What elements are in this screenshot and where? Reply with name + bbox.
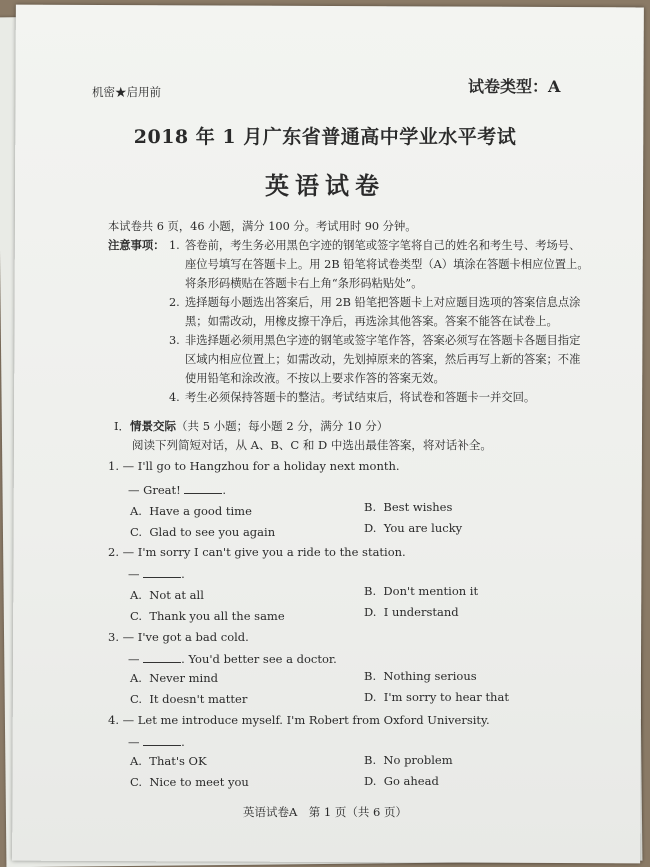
- option-letter: D.: [364, 605, 377, 619]
- notice-item: [169, 331, 589, 388]
- option-text: No problem: [383, 753, 453, 767]
- confidential-label: 机密★启用前: [92, 85, 161, 99]
- option-letter: B.: [364, 584, 377, 598]
- section-title: 情景交际: [130, 419, 177, 433]
- exam-subtitle: 英语试卷: [265, 171, 385, 200]
- option-letter: B.: [364, 753, 377, 767]
- option-text: I'm sorry to hear that: [383, 690, 509, 704]
- question-1-response: [128, 481, 226, 499]
- option-letter: D.: [364, 690, 377, 704]
- option-c[interactable]: [130, 775, 249, 789]
- response-prefix: —: [128, 735, 140, 749]
- section-number: Ⅰ．: [114, 419, 131, 433]
- section-heading: [114, 418, 388, 434]
- exam-title: 2018 年 1 月广东省普通高中学业水平考试: [133, 126, 517, 148]
- question-number: 2.: [108, 545, 119, 559]
- exam-intro: 本试卷共 6 页，46 小题，满分 100 分。考试用时 90 分钟。: [108, 220, 417, 233]
- notice-list: [169, 236, 589, 407]
- option-d[interactable]: [364, 521, 462, 535]
- response-suffix: .: [222, 483, 227, 497]
- page-footer: 英语试卷A 第 1 页（共 6 页）: [242, 805, 408, 819]
- response-prefix: — Great!: [128, 483, 181, 497]
- option-a[interactable]: [130, 588, 204, 602]
- option-c[interactable]: [130, 525, 275, 539]
- question-4-response: [128, 733, 185, 751]
- question-prompt: — I've got a bad cold.: [122, 630, 249, 644]
- option-d[interactable]: [364, 774, 439, 788]
- notice-item: [169, 293, 589, 331]
- paper-type-label: 试卷类型：A: [468, 77, 561, 96]
- option-a[interactable]: [130, 504, 252, 518]
- notice-number: 2.: [169, 296, 180, 309]
- option-letter: A.: [130, 588, 142, 602]
- section-instruction: 阅读下列简短对话，从 A、B、C 和 D 中选出最佳答案，将对话补全。: [132, 438, 492, 452]
- option-text: Best wishes: [383, 500, 453, 514]
- answer-blank: [143, 565, 181, 578]
- answer-blank: [184, 481, 222, 494]
- answer-blank: [143, 733, 181, 746]
- question-4: [108, 711, 490, 729]
- option-text: Glad to see you again: [149, 525, 276, 539]
- option-b[interactable]: [364, 500, 452, 514]
- option-text: Not at all: [149, 588, 204, 602]
- notice-label: 注意事项：: [108, 238, 165, 252]
- option-b[interactable]: [364, 584, 478, 598]
- option-text: It doesn't matter: [149, 692, 248, 706]
- question-2-response: [128, 565, 185, 583]
- option-letter: A.: [130, 671, 142, 685]
- question-1: [108, 457, 400, 475]
- option-text: Thank you all the same: [149, 609, 285, 623]
- option-text: I understand: [383, 605, 459, 619]
- question-prompt: — Let me introduce myself. I'm Robert from Oxford University.: [122, 713, 490, 727]
- question-number: 4.: [108, 713, 119, 727]
- option-a[interactable]: [130, 754, 207, 768]
- option-letter: C.: [130, 609, 143, 623]
- question-prompt: — I'm sorry I can't give you a ride to the station.: [122, 545, 406, 559]
- response-prefix: —: [128, 567, 140, 581]
- notice-number: 3.: [169, 334, 180, 347]
- option-letter: D.: [364, 521, 377, 535]
- option-letter: C.: [130, 692, 143, 706]
- option-b[interactable]: [364, 669, 477, 683]
- option-a[interactable]: [130, 671, 218, 685]
- option-text: You are lucky: [383, 521, 463, 535]
- option-letter: B.: [364, 500, 377, 514]
- option-letter: A.: [130, 754, 142, 768]
- notice-text: 非选择题必须用黑色字迹的钢笔或签字笔作答，答案必须写在答题卡各题目指定区域内相应位置上；如需改动，先划掉原来的答案，然后再写上新的答案；不准使用铅笔和涂改液。不按以上要求作答的答案无效。: [185, 334, 581, 385]
- response-prefix: —: [128, 652, 140, 666]
- section-detail: （共 5 小题；每小题 2 分，满分 10 分）: [176, 419, 389, 433]
- notice-item: [169, 236, 589, 293]
- option-text: Have a good time: [149, 504, 252, 518]
- notice-item: [169, 388, 589, 407]
- option-text: Go ahead: [383, 774, 439, 788]
- response-suffix: .: [181, 567, 185, 581]
- question-prompt: — I'll go to Hangzhou for a holiday next month.: [122, 459, 400, 473]
- notice-number: 1.: [169, 239, 180, 252]
- option-letter: B.: [364, 669, 377, 683]
- question-3-response: [128, 650, 337, 668]
- option-text: That's OK: [149, 754, 207, 768]
- option-b[interactable]: [364, 753, 453, 767]
- option-text: Nothing serious: [383, 669, 477, 683]
- option-letter: D.: [364, 774, 377, 788]
- option-text: Nice to meet you: [149, 775, 249, 789]
- question-number: 1.: [108, 459, 119, 473]
- option-text: Never mind: [149, 671, 218, 685]
- question-number: 3.: [108, 630, 119, 644]
- option-letter: C.: [130, 775, 143, 789]
- option-letter: A.: [130, 504, 142, 518]
- response-suffix: .: [181, 735, 185, 749]
- notice-text: 考生必须保持答题卡的整洁。考试结束后，将试卷和答题卡一并交回。: [185, 391, 536, 404]
- option-c[interactable]: [130, 692, 247, 706]
- option-c[interactable]: [130, 609, 285, 623]
- question-2: [108, 543, 406, 561]
- notice-text: 答卷前，考生务必用黑色字迹的钢笔或签字笔将自己的姓名和考生号、考场号、座位号填写在答题卡上。用 2B 铅笔将试卷类型（A）填涂在答题卡相应位置上。将条形码横贴在答题卡右上角“条形码粘贴处”。: [185, 239, 589, 290]
- notice-number: 4.: [169, 391, 180, 404]
- option-d[interactable]: [364, 605, 459, 619]
- answer-blank: [143, 650, 181, 663]
- option-text: Don't mention it: [383, 584, 479, 598]
- option-letter: C.: [130, 525, 143, 539]
- response-suffix: . You'd better see a doctor.: [181, 652, 337, 666]
- notice-text: 选择题每小题选出答案后，用 2B 铅笔把答题卡上对应题目选项的答案信息点涂黑；如需改动，用橡皮擦干净后，再选涂其他答案。答案不能答在试卷上。: [185, 296, 581, 328]
- question-3: [108, 628, 249, 646]
- option-d[interactable]: [364, 690, 509, 704]
